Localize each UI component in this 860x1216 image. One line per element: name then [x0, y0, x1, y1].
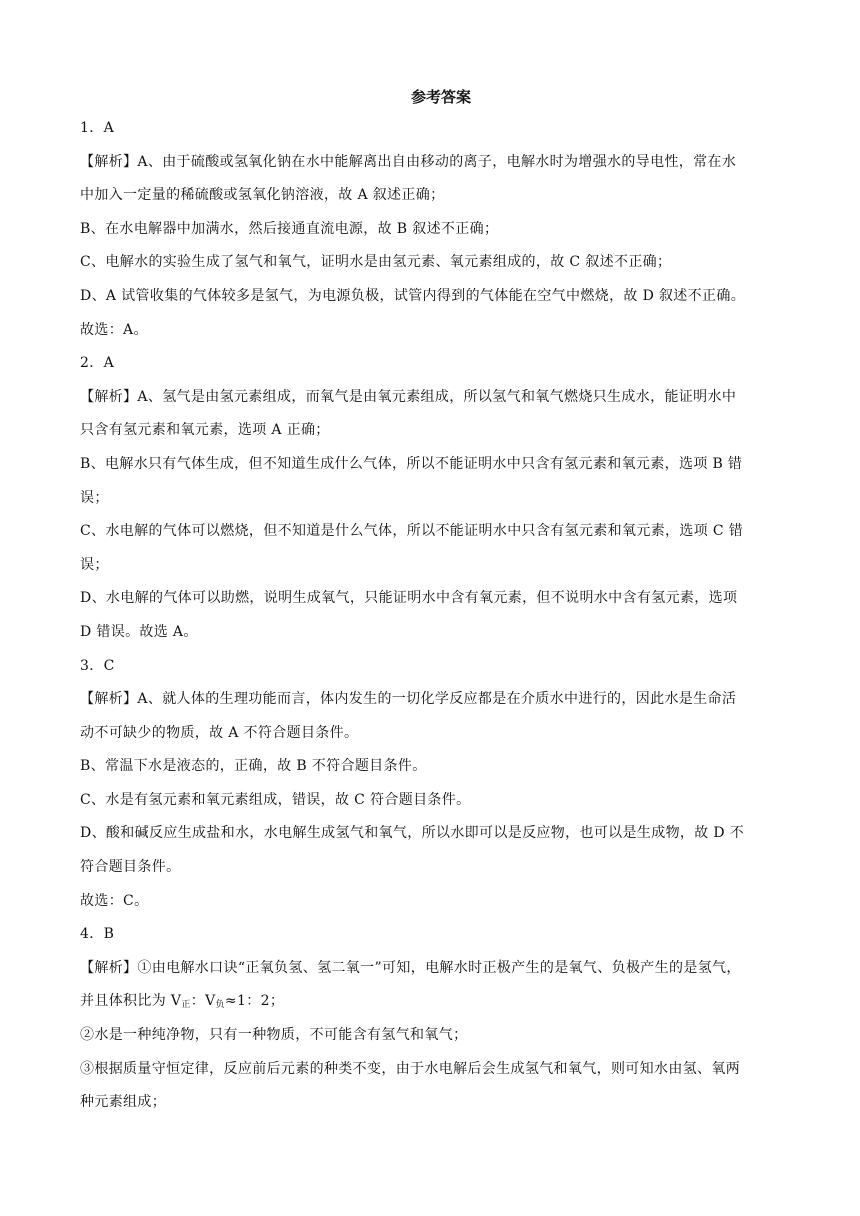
ratio-middle: ：V	[190, 993, 216, 1010]
text-line: 3．C	[80, 657, 115, 674]
text-line: 种元素组成；	[80, 1094, 167, 1111]
text-line: D、A 试管收集的气体较多是氢气，为电源负极，试管内得到的气体能在空气中燃烧，故 D 叙述不正确。	[80, 287, 746, 304]
text-line: 1．A	[80, 120, 115, 136]
answer-page	[80, 82, 782, 1120]
text-line: B、在水电解器中加满水，然后接通直流电源，故 B 叙述不正确；	[80, 220, 499, 237]
text-line: 故选：A。	[80, 321, 148, 338]
text-line: C、水是有氢元素和氧元素组成，错误，故 C 符合题目条件。	[80, 791, 471, 808]
page-title: 参考答案	[410, 88, 471, 106]
subscript-positive: 正	[181, 1000, 191, 1011]
text-line: B、常温下水是液态的，正确，故 B 不符合题目条件。	[80, 758, 427, 775]
text-line: 2．A	[80, 355, 115, 372]
text-line: 【解析】①由电解水口诀“正氧负氢、氢二氧一”可知，电解水时正极产生的是氧气、负极产生的是氢气，	[80, 959, 741, 976]
text-line: 动不可缺少的物质，故 A 不符合题目条件。	[80, 724, 359, 741]
text-line: 误；	[80, 556, 109, 573]
ratio-prefix: 并且体积比为 V	[80, 993, 182, 1010]
text-line: 只含有氢元素和氧元素，选项 A 正确；	[80, 422, 330, 439]
text-line: B、电解水只有气体生成，但不知道生成什么气体，所以不能证明水中只含有氢元素和氧元素，选项 B 错	[80, 455, 743, 472]
text-line: 故选：C。	[80, 892, 149, 909]
text-line: 【解析】A、就人体的生理功能而言，体内发生的一切化学反应都是在介质水中进行的，因此水是生命活	[80, 691, 737, 708]
text-line: 【解析】A、由于硫酸或氢氧化钠在水中能解离出自由移动的离子，电解水时为增强水的导电性，常在水	[80, 153, 737, 170]
text-line: ②水是一种纯净物，只有一种物质，不可能含有氢气和氧气；	[80, 1027, 468, 1044]
volume-ratio-line	[80, 985, 782, 1019]
text-line: 【解析】A、氢气是由氢元素组成，而氧气是由氧元素组成，所以氢气和氧气燃烧只生成水，能证明水中	[80, 388, 737, 405]
text-line: 符合题目条件。	[80, 859, 181, 876]
text-line: ③根据质量守恒定律，反应前后元素的种类不变，由于水电解后会生成氢气和氧气，则可知水由氢、氧两	[80, 1060, 741, 1077]
text-line: C、电解水的实验生成了氢气和氧气，证明水是由氢元素、氧元素组成的，故 C 叙述不正确；	[80, 254, 672, 271]
text-line: D、酸和碱反应生成盐和水，水电解生成氢气和氧气，所以水即可以是反应物，也可以是生成物，故 D 不	[80, 825, 745, 842]
text-line: C、水电解的气体可以燃烧，但不知道是什么气体，所以不能证明水中只含有氢元素和氧元素，选项 C 错	[80, 523, 744, 540]
subscript-negative: 负	[215, 1000, 225, 1011]
text-line: D、水电解的气体可以助燃，说明生成氧气，只能证明水中含有氧元素，但不说明水中含有氢元素，选项	[80, 590, 738, 607]
text-line: 中加入一定量的稀硫酸或氢氧化钠溶液，故 A 叙述正确；	[80, 187, 445, 204]
ratio-suffix: ≈1：2；	[224, 993, 285, 1010]
text-line: 误；	[80, 489, 109, 506]
text-line: D 错误。故选 A。	[80, 623, 198, 640]
text-line: 4．B	[80, 926, 115, 943]
